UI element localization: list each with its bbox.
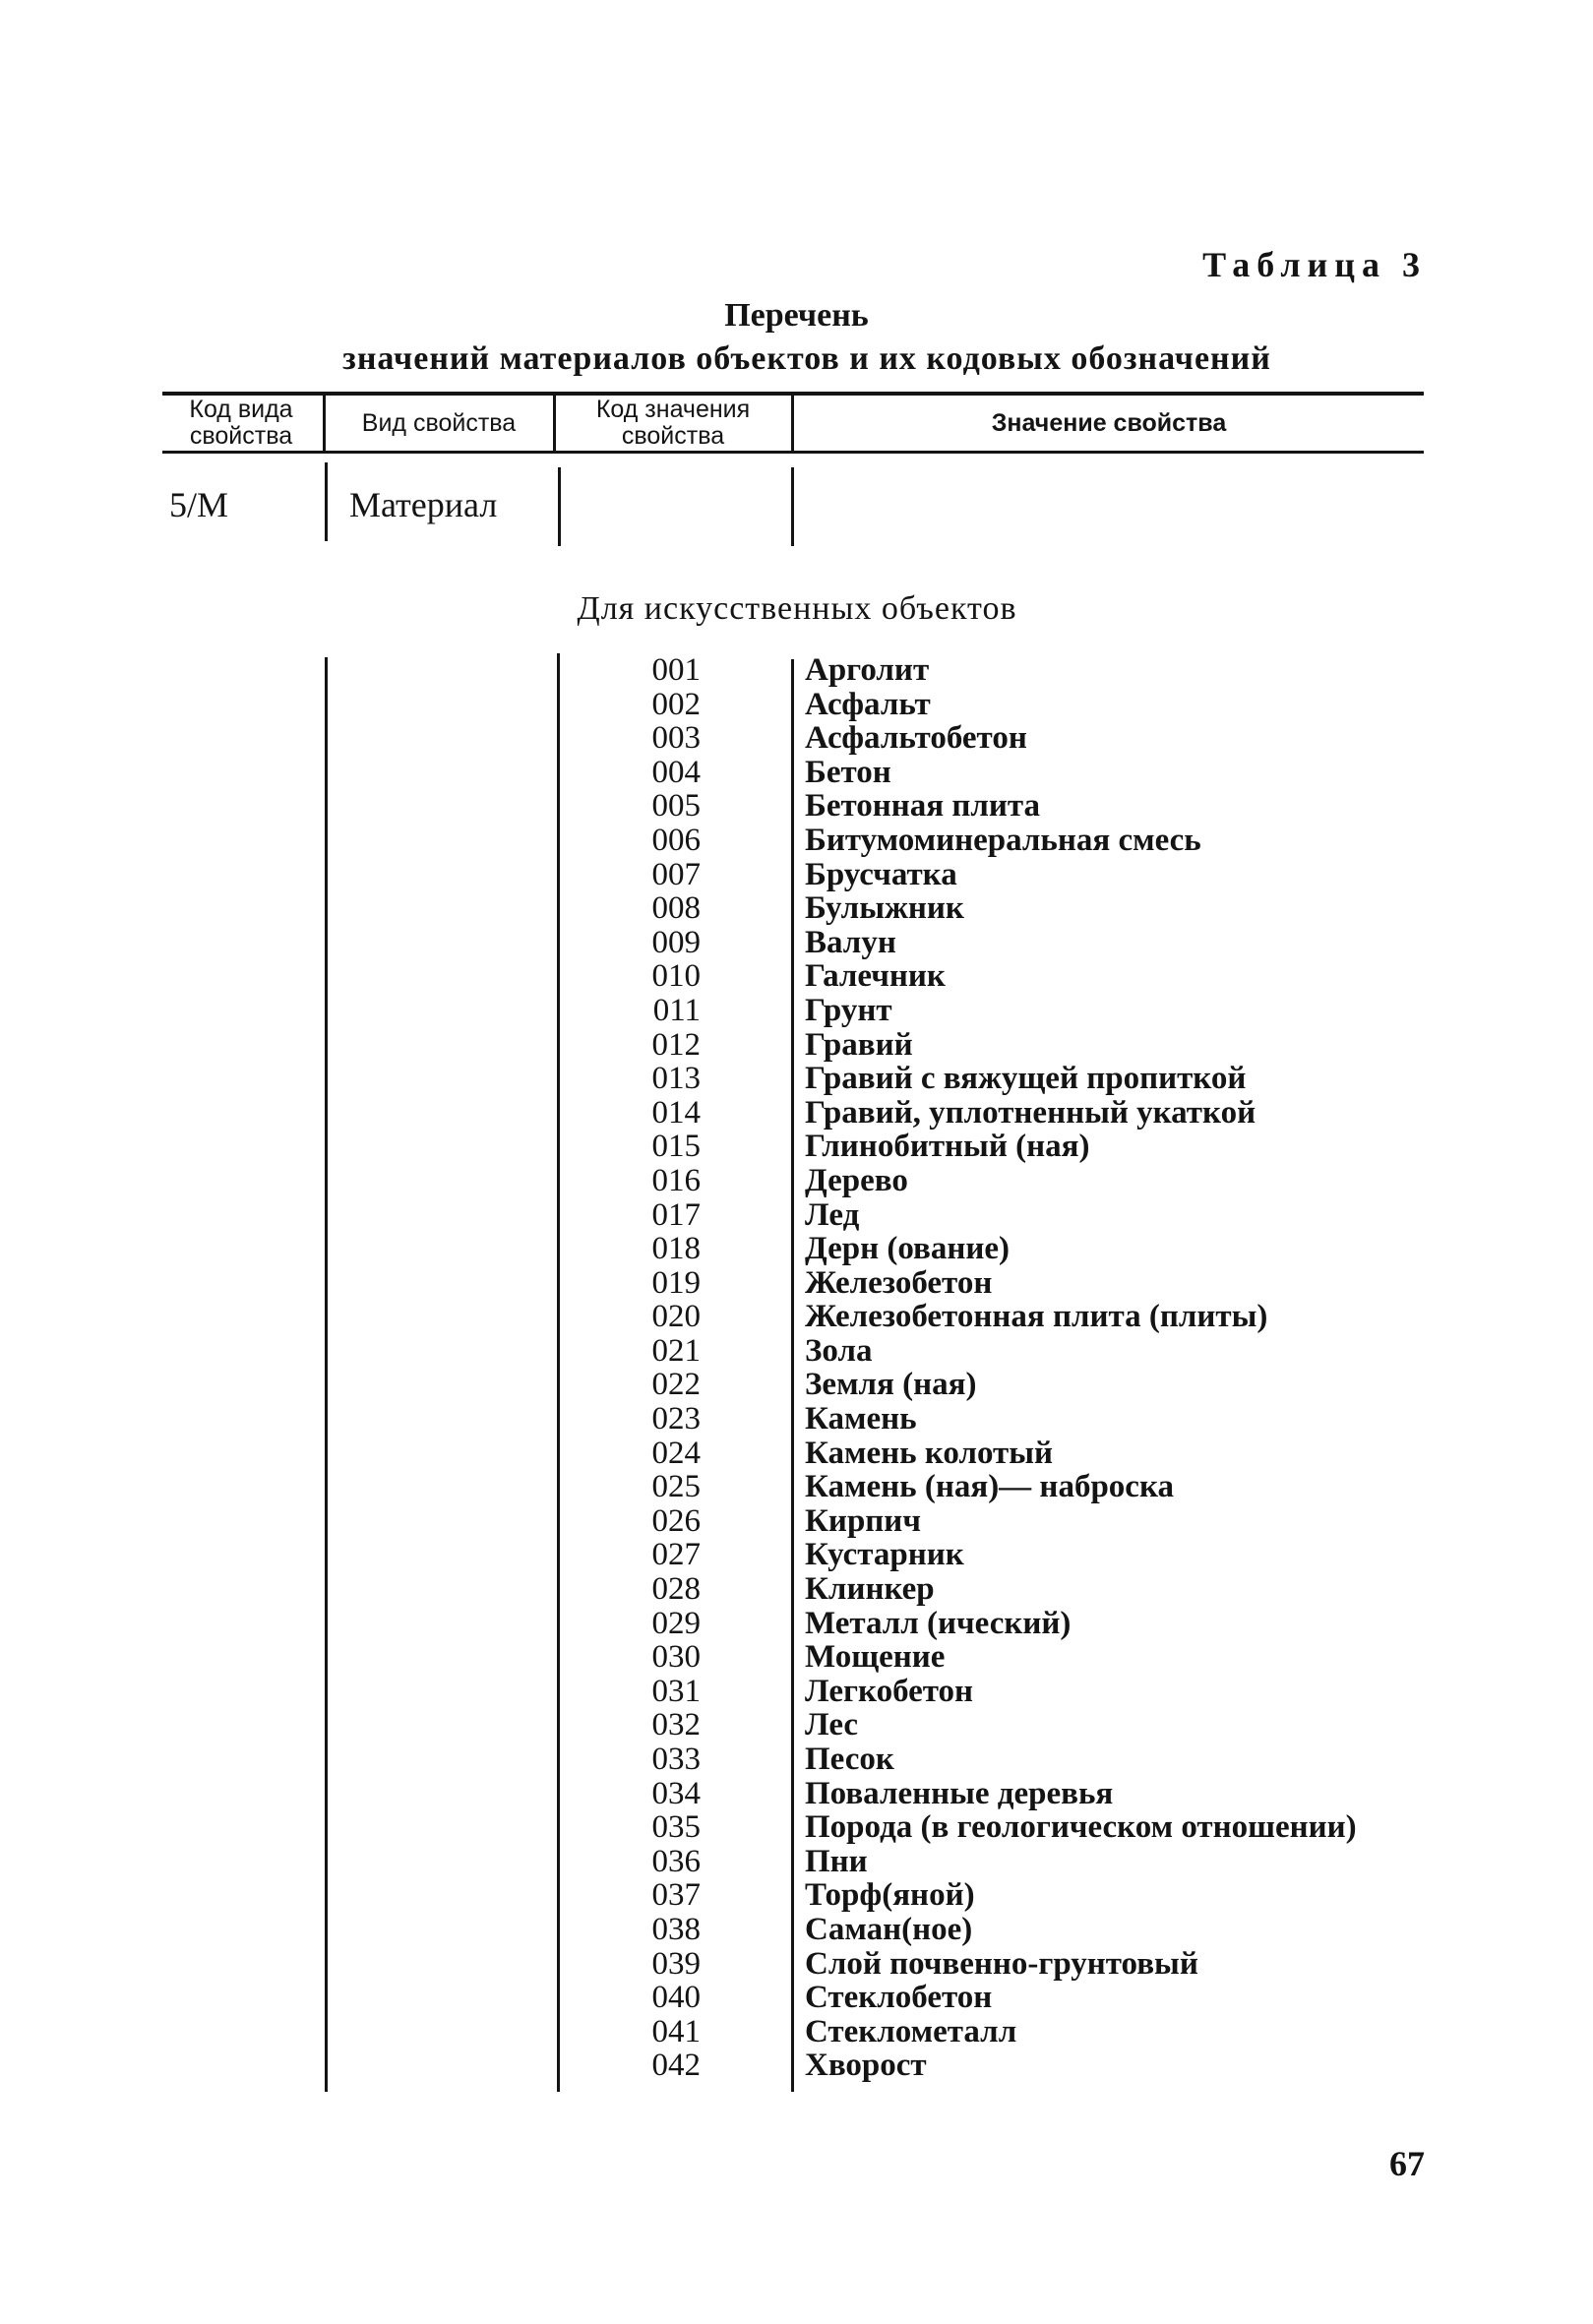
property-value: Хворост — [805, 2048, 927, 2084]
value-code: 005 — [651, 788, 701, 825]
value-code: 020 — [651, 1299, 701, 1335]
property-value: Гравий, уплотненный укаткой — [805, 1094, 1256, 1131]
value-code: 006 — [651, 822, 701, 858]
property-value: Саман(ное) — [805, 1911, 973, 1947]
property-value: Дерево — [805, 1162, 908, 1198]
block2-divider-1 — [325, 657, 328, 2092]
property-value: Камень колотый — [805, 1435, 1054, 1471]
property-value: Валун — [805, 924, 896, 960]
property-value: Битумоминеральная смесь — [805, 822, 1201, 858]
value-code: 021 — [651, 1332, 701, 1369]
value-code: 002 — [651, 686, 701, 722]
value-code: 030 — [651, 1639, 701, 1676]
property-value: Глинобитный (ная) — [805, 1129, 1090, 1165]
value-code: 033 — [651, 1742, 701, 1777]
header-property-type: Вид свойства — [361, 409, 517, 437]
value-code: 041 — [651, 2013, 701, 2049]
value-code: 024 — [651, 1435, 701, 1471]
property-value: Бетонная плита — [805, 788, 1041, 825]
value-code: 040 — [651, 1980, 701, 2016]
value-code: 015 — [651, 1129, 701, 1165]
table-title-line-2: значений материалов объектов и их кодовых обозначений — [342, 340, 1271, 377]
value-code-list — [571, 653, 701, 2083]
property-value: Лед — [805, 1196, 860, 1233]
value-code: 007 — [651, 856, 701, 892]
table-title-line-1: Перечень — [724, 297, 869, 334]
property-value: Железобетонная плита (плиты) — [805, 1299, 1268, 1335]
block1-divider-3 — [791, 467, 794, 546]
value-code: 022 — [651, 1367, 701, 1403]
value-code: 038 — [651, 1911, 701, 1947]
block2-divider-3 — [791, 659, 794, 2092]
value-code: 014 — [651, 1094, 701, 1131]
value-code: 008 — [651, 890, 701, 927]
property-value: Булыжник — [805, 890, 964, 927]
table-number-label: Таблица 3 — [1202, 245, 1427, 284]
value-code: 018 — [651, 1231, 701, 1267]
value-code: 019 — [651, 1264, 701, 1301]
property-value: Камень (ная)— наброска — [805, 1469, 1174, 1505]
property-value: Стеклометалл — [805, 2013, 1017, 2049]
property-value: Брусчатка — [805, 856, 957, 892]
value-code: 034 — [651, 1775, 701, 1811]
property-value: Порода (в геологическом отношении) — [805, 1809, 1357, 1846]
property-value: Стеклобетон — [805, 1980, 993, 2016]
header-property-value: Значение свойства — [991, 409, 1227, 437]
property-value: Асфальт — [805, 686, 931, 722]
property-value: Слой почвенно-грунтовый — [805, 1945, 1198, 1982]
header-property-type-code: Код вида свойства — [189, 396, 293, 450]
value-code: 029 — [651, 1605, 701, 1641]
value-code: 016 — [651, 1162, 701, 1198]
value-code: 031 — [651, 1673, 701, 1709]
property-value: Лес — [805, 1707, 859, 1743]
value-code: 003 — [651, 720, 701, 757]
value-code: 023 — [651, 1401, 701, 1437]
property-value: Пни — [805, 1843, 868, 1879]
property-value: Арголит — [805, 652, 930, 688]
value-code: 035 — [651, 1809, 701, 1846]
value-code: 011 — [652, 992, 701, 1028]
value-code: 037 — [651, 1877, 701, 1914]
value-code: 001 — [651, 652, 701, 688]
property-value: Мощение — [805, 1639, 946, 1676]
property-value: Торф(яной) — [805, 1877, 975, 1914]
property-value: Гравий с вяжущей пропиткой — [805, 1061, 1247, 1097]
page-number: 67 — [1389, 2144, 1425, 2183]
value-code: 032 — [651, 1707, 701, 1743]
block1-divider-1 — [325, 462, 328, 541]
value-code: 013 — [651, 1061, 701, 1097]
value-code: 009 — [651, 924, 701, 960]
property-value: Железобетон — [805, 1264, 993, 1301]
value-code: 036 — [651, 1843, 701, 1879]
value-code: 012 — [651, 1026, 701, 1063]
block2-divider-2 — [557, 653, 560, 2092]
value-code: 025 — [651, 1469, 701, 1505]
property-code: 5/М — [169, 485, 229, 524]
property-value: Легкобетон — [805, 1673, 974, 1709]
section-title: Для искусственных объектов — [577, 590, 1017, 627]
property-value: Металл (ический) — [805, 1605, 1072, 1641]
value-code: 026 — [651, 1502, 701, 1539]
property-value: Земля (ная) — [805, 1367, 977, 1403]
value-code: 017 — [651, 1196, 701, 1233]
value-code: 004 — [651, 754, 701, 790]
property-value: Зола — [805, 1332, 873, 1369]
property-value: Клинкер — [805, 1571, 935, 1608]
property-value: Грунт — [805, 992, 892, 1028]
value-code: 039 — [651, 1945, 701, 1982]
property-value: Кирпич — [805, 1502, 921, 1539]
property-value: Песок — [805, 1742, 894, 1777]
header-bottom-rule — [162, 451, 1424, 454]
property-value: Асфальтобетон — [805, 720, 1027, 757]
property-value: Камень — [805, 1401, 917, 1437]
value-code: 028 — [651, 1571, 701, 1608]
property-value: Дерн (ование) — [805, 1231, 1011, 1267]
value-code: 042 — [651, 2048, 701, 2084]
value-code: 010 — [651, 958, 701, 995]
block1-divider-2 — [558, 467, 561, 546]
property-value: Кустарник — [805, 1537, 964, 1573]
header-value-code: Код значения свойства — [595, 396, 751, 450]
value-code: 027 — [651, 1537, 701, 1573]
property-value-list — [805, 653, 1435, 2083]
property-value: Поваленные деревья — [805, 1775, 1114, 1811]
property-value: Галечник — [805, 958, 946, 995]
property-value: Бетон — [805, 754, 891, 790]
property-value: Гравий — [805, 1026, 913, 1063]
property-name: Материал — [349, 485, 498, 524]
